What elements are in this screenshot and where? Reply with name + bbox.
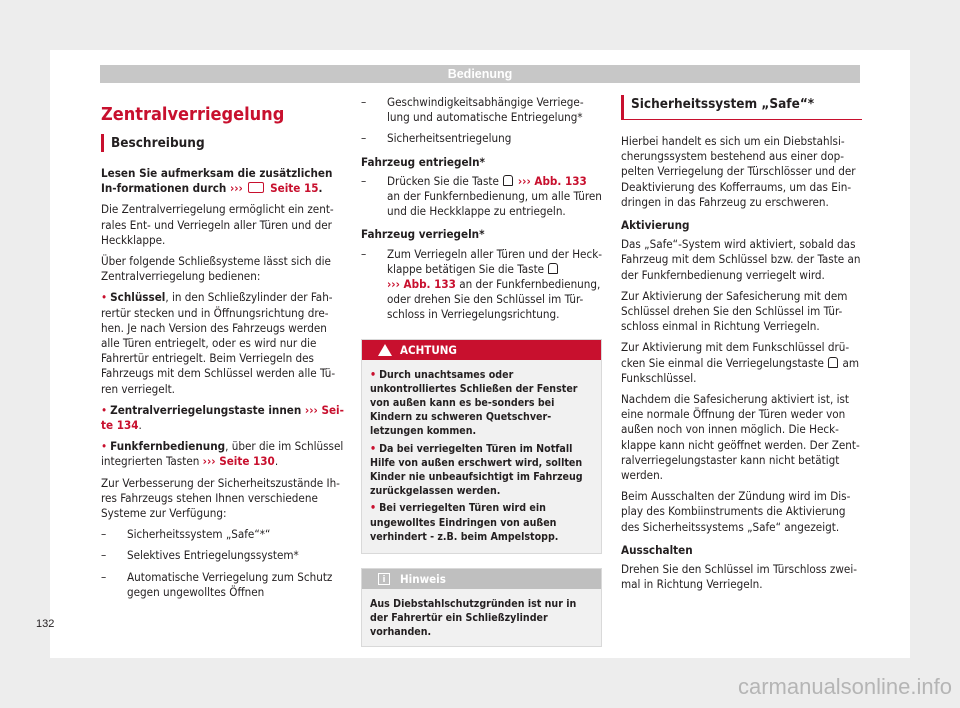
dash-text: an der Funkfernbedienung, oder drehen Sie den Schlüssel im Tür-schloss in Verriegelungsrichtung. xyxy=(387,277,601,322)
section-title-safe: Sicherheitssystem „Safe“* xyxy=(621,95,862,120)
unlock-key-icon xyxy=(503,175,513,186)
info-icon: i xyxy=(378,573,390,585)
column-middle xyxy=(361,95,602,647)
warning-icon xyxy=(378,344,392,356)
warning-box xyxy=(361,339,602,554)
warning-item: • Durch unachtsames oder unkontrolliertes Schließen der Fenster von außen kann es be-sonders bei Kindern zu schweren Quetschver-letzungen kommen. xyxy=(370,368,593,439)
intro-arrow: ››› xyxy=(229,181,243,196)
dash-item xyxy=(361,174,602,220)
note-title: Hinweis xyxy=(400,572,446,587)
paragraph: Hierbei handelt es sich um ein Diebstahlsi-cherungssystem bestehend aus einer dop-pelten Verriegelung der Türschlösser und der Deaktivierung des Kofferraums, um das Ein-dringen in das Fahrzeug zu erschweren. xyxy=(621,134,856,209)
warning-title: ACHTUNG xyxy=(400,342,457,357)
paragraph-text: Zur Aktivierung mit dem Funkschlüssel drü-cken Sie einmal die Verriegelungstaste xyxy=(621,340,850,370)
warning-item: • Bei verriegelten Türen wird ein ungewolltes Eindringen von außen verhindert - z.B. beim Ampelstopp. xyxy=(370,501,593,544)
dash-item: – Sicherheitssystem „Safe“*“ xyxy=(101,527,344,542)
warning-header xyxy=(362,340,601,360)
lock-key-icon xyxy=(828,357,838,368)
paragraph: Zur Aktivierung der Safesicherung mit dem Schlüssel drehen Sie den Schlüssel im Tür-schloss einmal in Richtung Verriegeln. xyxy=(621,288,848,334)
ref-arrow: ››› xyxy=(387,277,404,292)
intro-page-link[interactable]: Seite 15 xyxy=(266,181,319,196)
bullet-item-taste xyxy=(101,403,344,433)
intro-note xyxy=(101,166,344,196)
dash-item: – Selektives Entriegelungssystem* xyxy=(101,548,344,563)
dash-item: – Sicherheitsentriegelung xyxy=(361,131,602,146)
chapter-title: Zentralverriegelung xyxy=(101,104,285,125)
bullet-end: . xyxy=(138,418,142,433)
subheading-verriegeln: Fahrzeug verriegeln* xyxy=(361,227,485,242)
section-title-beschreibung: Beschreibung xyxy=(101,134,344,152)
bullet-end: . xyxy=(274,454,279,469)
column-left xyxy=(101,95,344,606)
paragraph: Nachdem die Safesicherung aktiviert ist, ist eine normale Öffnung der Türen weder von außen noch von innen möglich. Die Heck-klappe kann nicht geöffnet werden. Der Zent-ralverriegelungstaster kann nicht betätigt werden. xyxy=(621,392,860,483)
bullet-text: , in den Schließzylinder der Fah-rertür stecken und in Öffnungsrichtung dre-hen. Je nach Version des Fahrzeugs werden alle Türen entriegelt, oder es wird nur die Fahrertür entriegelt. Beim Verriegeln des Fahrzeugs mit dem Schlüssel werden alle Tü-ren verriegelt. xyxy=(101,290,336,396)
page xyxy=(50,50,910,658)
note-body: Aus Diebstahlschutzgründen ist nur in der Fahrertür ein Schließzylinder vorhanden. xyxy=(362,589,601,646)
bullet-bold: Schlüssel xyxy=(110,290,166,305)
warning-item: • Da bei verriegelten Türen im Notfall Hilfe von außen erschwert wird, sollten Kinder nie unbeaufsichtigt im Fahrzeug zurückgelassen werden. xyxy=(370,442,593,499)
paragraph: Über folgende Schließsysteme lässt sich die Zentralverriegelung bedienen: xyxy=(101,254,331,284)
paragraph: Zur Verbesserung der Sicherheitszustände Ih-res Fahrzeugs stehen Ihnen verschiedene Systeme zur Verfügung: xyxy=(101,475,340,521)
book-icon xyxy=(248,182,264,193)
dash-text: Zum Verriegeln aller Türen und der Heck-klappe betätigen Sie die Taste xyxy=(387,246,603,276)
paragraph: Beim Ausschalten der Zündung wird im Dis-play des Kombiinstruments die Aktivierung des Sicherheitssystems „Safe“ angezeigt. xyxy=(621,489,851,534)
subheading-ausschalten: Ausschalten xyxy=(621,542,693,557)
dash-item xyxy=(361,247,602,323)
ref-arrow: ››› xyxy=(514,173,535,188)
figure-link[interactable]: Abb. 133 xyxy=(534,173,587,188)
intro-text: Lesen Sie aufmerksam die zusätzlichen In-formationen durch xyxy=(101,166,333,196)
watermark: carmanualsonline.info xyxy=(737,674,952,699)
dash-item: – Automatische Verriegelung zum Schutz gegen ungewolltes Öffnen xyxy=(101,570,344,600)
paragraph-text: am Funkschlüssel. xyxy=(621,355,860,385)
paragraph: Die Zentralverriegelung ermöglicht ein zent-rales Ent- und Verriegeln aller Türen und der Heckklappe. xyxy=(101,202,334,247)
bullet-item-schluessel xyxy=(101,290,344,396)
paragraph: Drehen Sie den Schlüssel im Türschloss zwei-mal in Richtung Verriegeln. xyxy=(621,562,858,592)
page-link[interactable]: ››› Sei-te 134 xyxy=(101,402,344,433)
note-box xyxy=(361,568,602,647)
page-header: Bedienung xyxy=(100,65,860,83)
dash-text: Drücken Sie die Taste xyxy=(387,173,503,188)
subheading-aktivierung: Aktivierung xyxy=(621,218,690,233)
page-link[interactable]: ››› Seite 130 xyxy=(202,454,275,469)
bullet-bold: Zentralverriegelungstaste innen xyxy=(110,402,302,417)
paragraph xyxy=(621,340,862,386)
subheading-entriegeln: Fahrzeug entriegeln* xyxy=(361,154,486,169)
note-header xyxy=(362,569,601,589)
bullet-text: , über die im Schlüssel integrierten Tasten xyxy=(101,439,344,469)
intro-end: . xyxy=(318,181,323,196)
warning-body xyxy=(362,360,601,553)
dash-text: an der Funkfernbedienung, um alle Türen und die Heckklappe zu entriegeln. xyxy=(387,189,602,219)
bullet-item-funk xyxy=(101,439,344,469)
bullet-bold: Funkfernbedienung xyxy=(110,439,226,454)
page-number: 132 xyxy=(36,618,55,630)
lock-key-icon xyxy=(548,263,558,274)
column-right xyxy=(621,95,862,598)
dash-item: – Geschwindigkeitsabhängige Verriege-lung und automatische Entriegelung* xyxy=(361,95,602,125)
paragraph: Das „Safe“-System wird aktiviert, sobald das Fahrzeug mit dem Schlüssel bzw. der Taste an der Funkfernbedienung verriegelt wird. xyxy=(621,237,861,282)
figure-link[interactable]: Abb. 133 xyxy=(403,277,456,292)
